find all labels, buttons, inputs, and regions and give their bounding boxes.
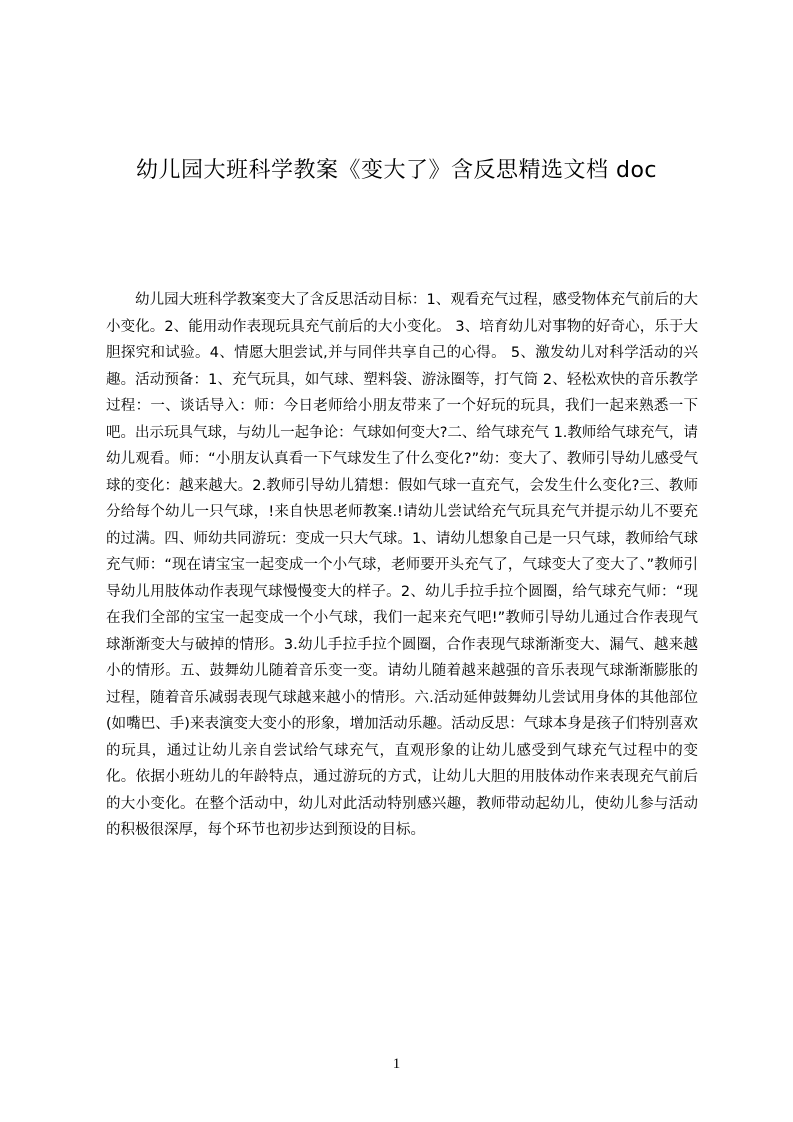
document-title: 幼儿园大班科学教案《变大了》含反思精选文档 doc <box>135 157 657 183</box>
page-number: 1 <box>392 1056 401 1072</box>
document-body-paragraph: 幼儿园大班科学教案变大了含反思活动目标：1、观看充气过程，感受物体充气前后的大小变化。2、能用动作表现玩具充气前后的大小变化。 3、培育幼儿对事物的好奇心，乐于大胆探究和试验。4、情愿大胆尝试,并与同伴共享自己的心得。 5、激发幼儿对科学活动的兴趣。活动预备：1、充气玩具，如气球、塑料袋、游泳圈等，打气筒 2、轻松欢快的音乐教学过程：一、谈话导入：师：今日老师给小朋友带来了一个好玩的玩具，我们一起来熟悉一下吧。出示玩具气球，与幼儿一起争论：气球如何变大?二、给气球充气 1.教师给气球充气，请幼儿观看。师：“小朋友认真看一下气球发生了什么变化?”幼：变大了、教师引导幼儿感受气球的变化：越来越大。2.教师引导幼儿猜想：假如气球一直充气，会发生什么变化?三、教师分给每个幼儿一只气球，!来自快思老师教案.!请幼儿尝试给充气玩具充气并提示幼儿不要充的过满。四、师幼共同游玩：变成一只大气球。1、请幼儿想象自己是一只气球，教师给气球充气师：“现在请宝宝一起变成一个小气球，老师要开头充气了，气球变大了变大了、”教师引导幼儿用肢体动作表现气球慢慢变大的样子。2、幼儿手拉手拉个圆圈，给气球充气师：“现在我们全部的宝宝一起变成一个小气球，我们一起来充气吧!”教师引导幼儿通过合作表现气球渐渐变大与破掉的情形。3.幼儿手拉手拉个圆圈，合作表现气球渐渐变大、漏气、越来越小的情形。五、鼓舞幼儿随着音乐变一变。请幼儿随着越来越强的音乐表现气球渐渐膨胀的过程，随着音乐减弱表现气球越来越小的情形。六.活动延伸鼓舞幼儿尝试用身体的其他部位(如嘴巴、手)来表演变大变小的形象，增加活动乐趣。活动反思：气球本身是孩子们特别喜欢的玩具，通过让幼儿亲自尝试给气球充气，直观形象的让幼儿感受到气球充气过程中的变化。依据小班幼儿的年龄特点，通过游玩的方式，让幼儿大胆的用肢体动作来表现充气前后的大小变化。在整个活动中，幼儿对此活动特别感兴趣，教师带动起幼儿，使幼儿参与活动的积极很深厚，每个环节也初步达到预设的目标。 <box>106 292 698 838</box>
